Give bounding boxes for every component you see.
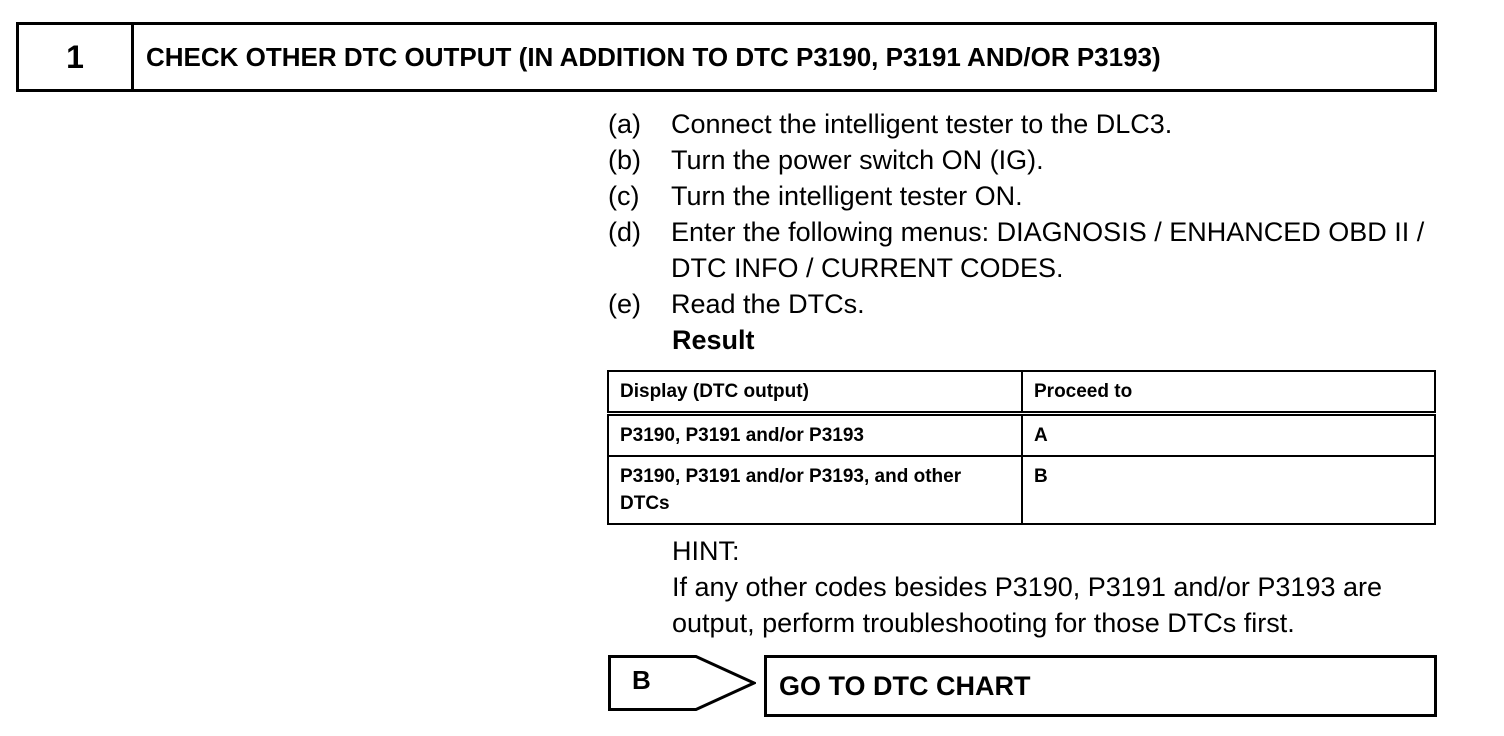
step-header bbox=[16, 22, 1437, 92]
step-item bbox=[608, 214, 1428, 286]
procedure-steps bbox=[608, 106, 1428, 322]
step-label: (c) bbox=[608, 181, 640, 211]
step-item bbox=[608, 178, 1428, 214]
step-label: (d) bbox=[608, 217, 641, 247]
step-text: Enter the following menus: DIAGNOSIS / ENHANCED OBD II / DTC INFO / CURRENT CODES. bbox=[671, 217, 1425, 283]
result-tag bbox=[608, 655, 756, 711]
table-cell: P3190, P3191 and/or P3193, and other DTCs bbox=[608, 456, 1022, 524]
step-text: Turn the power switch ON (IG). bbox=[671, 145, 1044, 175]
column-header: Proceed to bbox=[1022, 371, 1435, 414]
step-text: Read the DTCs. bbox=[671, 289, 865, 319]
result-heading: Result bbox=[672, 325, 755, 355]
table-cell: P3190, P3191 and/or P3193 bbox=[608, 414, 1022, 457]
step-label: (b) bbox=[608, 145, 641, 175]
hint-text: If any other codes besides P3190, P3191 and/or P3193 are output, perform troubleshooting for those DTCs first. bbox=[672, 572, 1383, 638]
table-row bbox=[608, 414, 1435, 457]
table-cell: B bbox=[1022, 456, 1435, 524]
table-row bbox=[608, 456, 1435, 524]
step-label: (a) bbox=[608, 109, 641, 139]
table-header-row bbox=[608, 371, 1435, 414]
arrow-tag-icon bbox=[608, 655, 756, 711]
hint-label: HINT: bbox=[672, 536, 740, 566]
column-header: Display (DTC output) bbox=[608, 371, 1022, 414]
step-item bbox=[608, 286, 1428, 322]
step-title: CHECK OTHER DTC OUTPUT (IN ADDITION TO DTC P3190, P3191 AND/OR P3193) bbox=[146, 41, 1161, 72]
step-number: 1 bbox=[19, 25, 134, 89]
step-item bbox=[608, 142, 1428, 178]
hint-block bbox=[672, 533, 1472, 641]
step-text: Turn the intelligent tester ON. bbox=[671, 181, 1023, 211]
step-item bbox=[608, 106, 1428, 142]
step-label: (e) bbox=[608, 289, 641, 319]
go-to-dtc-chart-link[interactable]: GO TO DTC CHART bbox=[764, 655, 1437, 717]
tag-letter: B bbox=[632, 665, 651, 695]
table-cell: A bbox=[1022, 414, 1435, 457]
result-table bbox=[607, 370, 1436, 525]
step-text: Connect the intelligent tester to the DLC3. bbox=[671, 109, 1173, 139]
